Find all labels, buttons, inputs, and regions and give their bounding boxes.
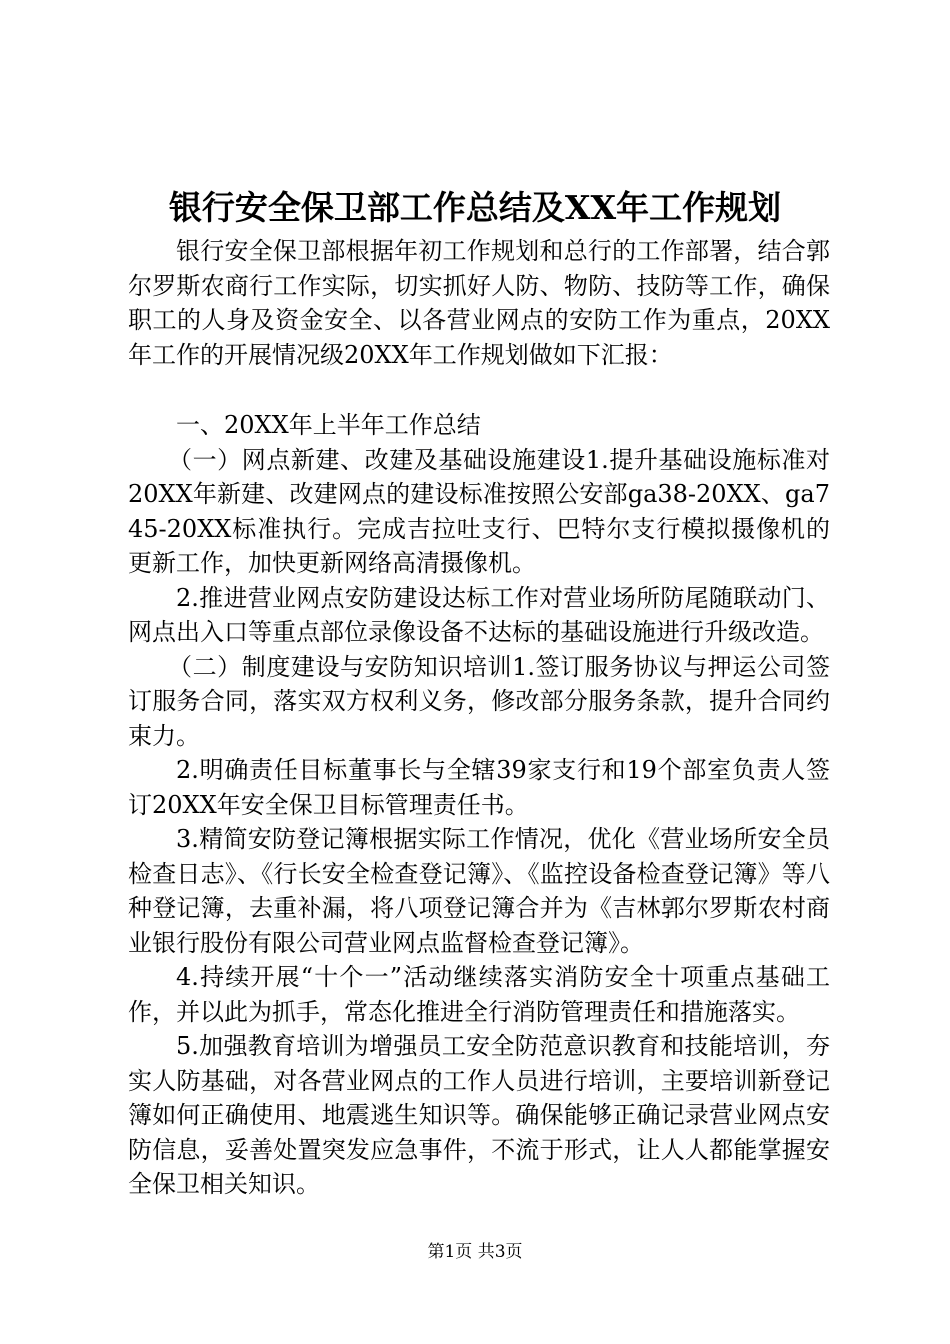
page-number-footer: 第1页 共3页 [427, 1242, 523, 1262]
document-body [128, 234, 830, 1202]
document-title: 银行安全保卫部工作总结及XX年工作规划 [168, 188, 782, 227]
section-heading: 一、20XX年上半年工作总结 [176, 411, 481, 439]
body-paragraph: 5.加强教育培训为增强员工安全防范意识教育和技能培训，夯实人防基础，对各营业网点的工作人员进行培训，主要培训新登记簿如何正确使用、地震逃生知识等。确保能够正确记录营业网点安防信息，妥善处置突发应急事件，不流于形式，让人人都能掌握安全保卫相关知识。 [128, 1032, 830, 1198]
body-paragraph: 2.明确责任目标董事长与全辖39家支行和19个部室负责人签订20XX年安全保卫目标管理责任书。 [128, 756, 830, 819]
subsection-paragraph: （一）网点新建、改建及基础设施建设1.提升基础设施标准对20XX年新建、改建网点的建设标准按照公安部ga38-20XX、ga745-20XX标准执行。完成吉拉吐支行、巴特尔支行模拟摄像机的更新工作，加快更新网络高清摄像机。 [128, 445, 830, 577]
intro-paragraph: 银行安全保卫部根据年初工作规划和总行的工作部署，结合郭尔罗斯农商行工作实际，切实抓好人防、物防、技防等工作，确保职工的人身及资金安全、以各营业网点的安防工作为重点，20XX年工作的开展情况级20XX年工作规划做如下汇报： [128, 237, 830, 369]
subsection-paragraph: （二）制度建设与安防知识培训1.签订服务协议与押运公司签订服务合同，落实双方权利义务，修改部分服务条款，提升合同约束力。 [128, 652, 830, 750]
body-paragraph: 2.推进营业网点安防建设达标工作对营业场所防尾随联动门、网点出入口等重点部位录像设备不达标的基础设施进行升级改造。 [128, 583, 830, 646]
body-paragraph: 3.精简安防登记簿根据实际工作情况，优化《营业场所安全员检查日志》、《行长安全检查登记簿》、《监控设备检查登记簿》等八种登记簿，去重补漏，将八项登记簿合并为《吉林郭尔罗斯农村商业银行股份有限公司营业网点监督检查登记簿》。 [128, 825, 830, 957]
paragraph-spacer [128, 372, 830, 408]
body-paragraph: 4.持续开展“十个一”活动继续落实消防安全十项重点基础工作，并以此为抓手，常态化推进全行消防管理责任和措施落实。 [128, 963, 830, 1026]
